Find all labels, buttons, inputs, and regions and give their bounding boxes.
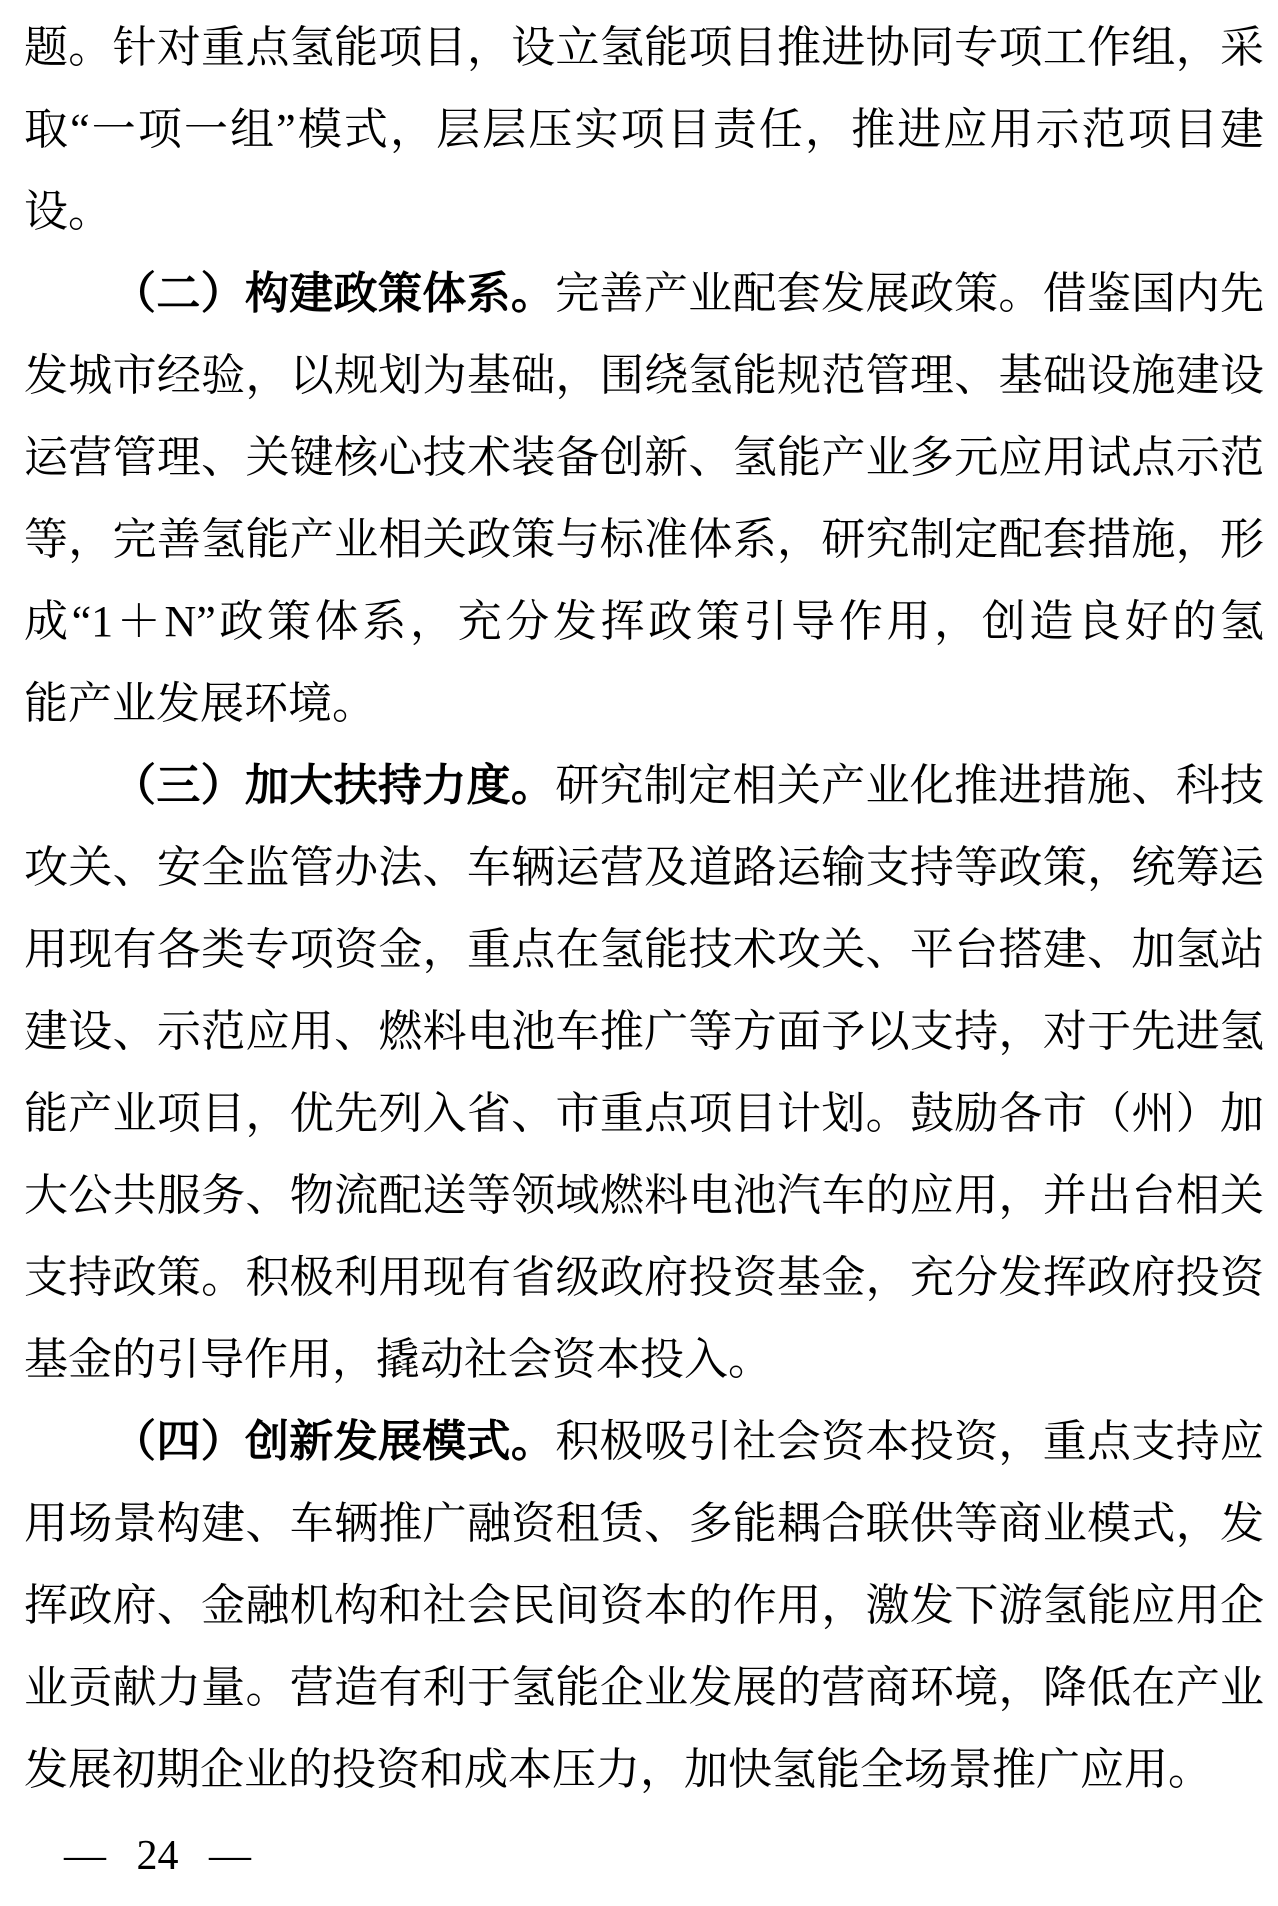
line-text: 业贡献力量。营造有利于氢能企业发展的营商环境，降低在产业 (24, 1663, 1264, 1712)
text-line (24, 499, 1264, 581)
text-line (24, 909, 1264, 991)
text-line (24, 7, 1264, 89)
line-text: 挥政府、金融机构和社会民间资本的作用，激发下游氢能应用企 (24, 1581, 1264, 1630)
line-text: 积极吸引社会资本投资，重点支持应 (555, 1417, 1264, 1466)
text-line (24, 89, 1264, 171)
line-text: 设。 (24, 187, 112, 236)
line-text: 题。针对重点氢能项目，设立氢能项目推进协同专项工作组，采 (24, 23, 1264, 72)
line-text: 取“一项一组”模式，层层压实项目责任，推进应用示范项目建 (24, 105, 1264, 154)
text-line (24, 417, 1264, 499)
line-text: 等，完善氢能产业相关政策与标准体系，研究制定配套措施，形 (24, 515, 1264, 564)
text-line (24, 663, 1264, 745)
document-body (24, 7, 1264, 1811)
text-line (24, 1237, 1264, 1319)
line-text: 运营管理、关键核心技术装备创新、氢能产业多元应用试点示范 (24, 433, 1264, 482)
text-line (24, 1319, 1264, 1401)
line-text: 用场景构建、车辆推广融资租赁、多能耦合联供等商业模式，发 (24, 1499, 1264, 1548)
text-line (24, 1073, 1264, 1155)
text-line (24, 581, 1264, 663)
text-line (24, 171, 1264, 253)
paragraph-first-line (24, 745, 1264, 827)
section-heading: （三）加大扶持力度。 (112, 761, 556, 810)
text-line (24, 1155, 1264, 1237)
paragraph-first-line (24, 253, 1264, 335)
line-text: 能产业发展环境。 (24, 679, 376, 728)
text-line (24, 1647, 1264, 1729)
line-text: 研究制定相关产业化推进措施、科技 (555, 761, 1264, 810)
text-line (24, 991, 1264, 1073)
line-text: 攻关、安全监管办法、车辆运营及道路运输支持等政策，统筹运 (24, 843, 1264, 892)
line-text: 用现有各类专项资金，重点在氢能技术攻关、平台搭建、加氢站 (24, 925, 1264, 974)
line-text: 能产业项目，优先列入省、市重点项目计划。鼓励各市（州）加 (24, 1089, 1264, 1138)
text-line (24, 827, 1264, 909)
line-text: 完善产业配套发展政策。借鉴国内先 (555, 269, 1264, 318)
text-line (24, 1729, 1264, 1811)
line-text: 成“1＋N”政策体系，充分发挥政策引导作用，创造良好的氢 (24, 597, 1264, 646)
page-number: — 24 — (64, 1833, 251, 1879)
text-line (24, 1565, 1264, 1647)
line-text: 发城市经验，以规划为基础，围绕氢能规范管理、基础设施建设 (24, 351, 1264, 400)
line-text: 发展初期企业的投资和成本压力，加快氢能全场景推广应用。 (24, 1745, 1212, 1794)
text-line (24, 1483, 1264, 1565)
text-line (24, 335, 1264, 417)
line-text: 基金的引导作用，撬动社会资本投入。 (24, 1335, 772, 1384)
line-text: 建设、示范应用、燃料电池车推广等方面予以支持，对于先进氢 (24, 1007, 1264, 1056)
line-text: 支持政策。积极利用现有省级政府投资基金，充分发挥政府投资 (24, 1253, 1264, 1302)
section-heading: （四）创新发展模式。 (112, 1417, 556, 1466)
paragraph-first-line (24, 1401, 1264, 1483)
footer (64, 1832, 251, 1880)
section-heading: （二）构建政策体系。 (112, 269, 556, 318)
line-text: 大公共服务、物流配送等领域燃料电池汽车的应用，并出台相关 (24, 1171, 1264, 1220)
